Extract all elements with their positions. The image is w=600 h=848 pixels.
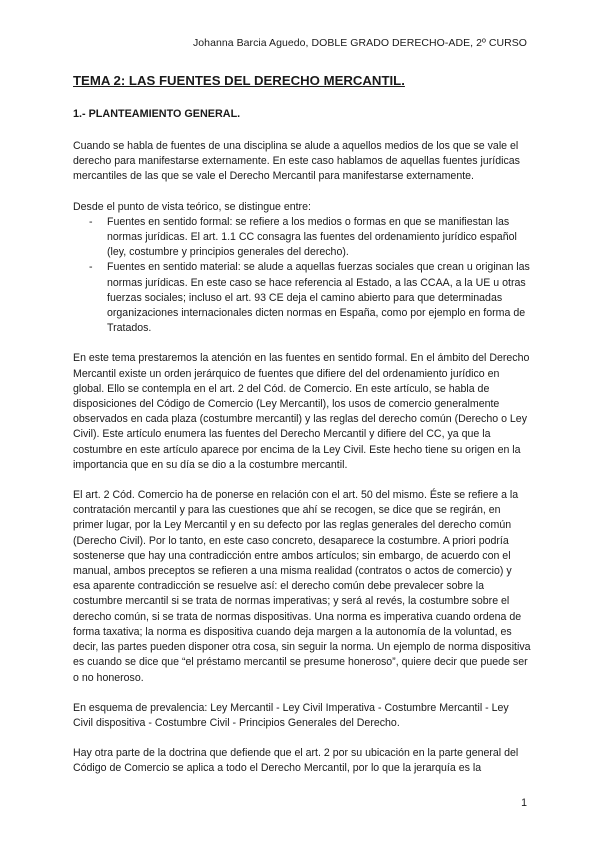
document-body xyxy=(73,72,531,777)
paragraph-tema: En este tema prestaremos la atención en las fuentes en sentido formal. En el ámbito del Derecho Mercantil existe un orden jerárquico de fuentes que difiere del del ordenamiento jurídico en global. Ello se contempla en el art. 2 del Cód. de Comercio. En este artículo, se habla de disposiciones del Código de Comercio (Ley Mercantil), los usos de comercio generalmente observados en cada plaza (costumbre mercantil) y las reglas del derecho común (Derecho o Ley Civil). Este artículo enumera las fuentes del Derecho Mercantil y difiere del CC, ya que la costumbre en este artículo aparece por encima de la Ley Civil. Este hecho tiene su origen en la importancia que en su día se dio a la costumbre mercantil. xyxy=(73,352,530,471)
list-dash: - xyxy=(89,215,93,228)
page-header: Johanna Barcia Aguedo, DOBLE GRADO DERECHO-ADE, 2º CURSO xyxy=(192,37,527,49)
document-title: TEMA 2: LAS FUENTES DEL DERECHO MERCANTIL. xyxy=(73,73,405,88)
paragraph-desde: Desde el punto de vista teórico, se distingue entre: xyxy=(73,200,311,213)
sources-list xyxy=(73,215,531,337)
list-item xyxy=(73,260,531,336)
list-item-text: Fuentes en sentido material: se alude a aquellas fuerzas sociales que crean u originan las normas jurídicas. En este caso se hace referencia al Estado, a las CCAA, a la UE u otras fuerzas sociales; incluso el art. 93 CE deja el camino abierto para que determinadas organizaciones internacionales dicten normas en España, como por ejemplo en forma de Tratados. xyxy=(107,261,530,335)
paragraph-esquema: En esquema de prevalencia: Ley Mercantil - Ley Civil Imperativa - Costumbre Mercantil - Ley Civil dispositiva - Costumbre Civil - Principios Generales del Derecho. xyxy=(73,701,509,729)
paragraph-otra: Hay otra parte de la doctrina que defiende que el art. 2 por su ubicación en la parte general del Código de Comercio se aplica a todo el Derecho Mercantil, por lo que la jerarquía es la xyxy=(73,747,519,775)
section-heading: 1.- PLANTEAMIENTO GENERAL. xyxy=(73,108,241,120)
paragraph-art2: El art. 2 Cód. Comercio ha de ponerse en relación con el art. 50 del mismo. Éste se refiere a la contratación mercantil y para las cuestiones que ahí se recogen, se dice que se regirán, en primer lugar, por la Ley Mercantil y en su defecto por las reglas generales del derecho común (Derecho Civil). Por lo tanto, en este caso concreto, desaparece la costumbre. A priori podría sostenerse que hay una contradicción entre ambos artículos; sin embargo, de acuerdo con el manual, ambos preceptos se refieren a una misma realidad (contratos o actos de comercio) y esa aparente contradicción se resuelve así: el derecho común debe prevalecer sobre la costumbre mercantil si se trata de normas imperativas; y será al revés, la costumbre sobre el derecho común, si se trata de normas dispositivas. Una norma es imperativa cuando ordena de forma taxativa; la norma es dispositiva cuando deja margen a la autonomía de la voluntad, es decir, las partes pueden disponer otra cosa, sin seguir la norma. Un ejemplo de norma dispositiva es cuando se dice que “el préstamo mercantil se presume honeroso”, quiere decir que puede ser o no honeroso. xyxy=(73,489,531,684)
page-number: 1 xyxy=(521,797,527,809)
list-dash: - xyxy=(89,261,93,274)
list-item-text: Fuentes en sentido formal: se refiere a los medios o formas en que se manifiestan las normas jurídicas. El art. 1.1 CC consagra las fuentes del ordenamiento jurídico español (ley, costumbre y principios generales del derecho). xyxy=(107,215,517,259)
list-item xyxy=(73,215,531,261)
paragraph-intro: Cuando se habla de fuentes de una disciplina se alude a aquellos medios de los que se vale el derecho para manifestarse externamente. En este caso hablamos de aquellas fuentes jurídicas mercantiles de las que se vale el Derecho Mercantil para manifestarse externamente. xyxy=(73,140,520,183)
